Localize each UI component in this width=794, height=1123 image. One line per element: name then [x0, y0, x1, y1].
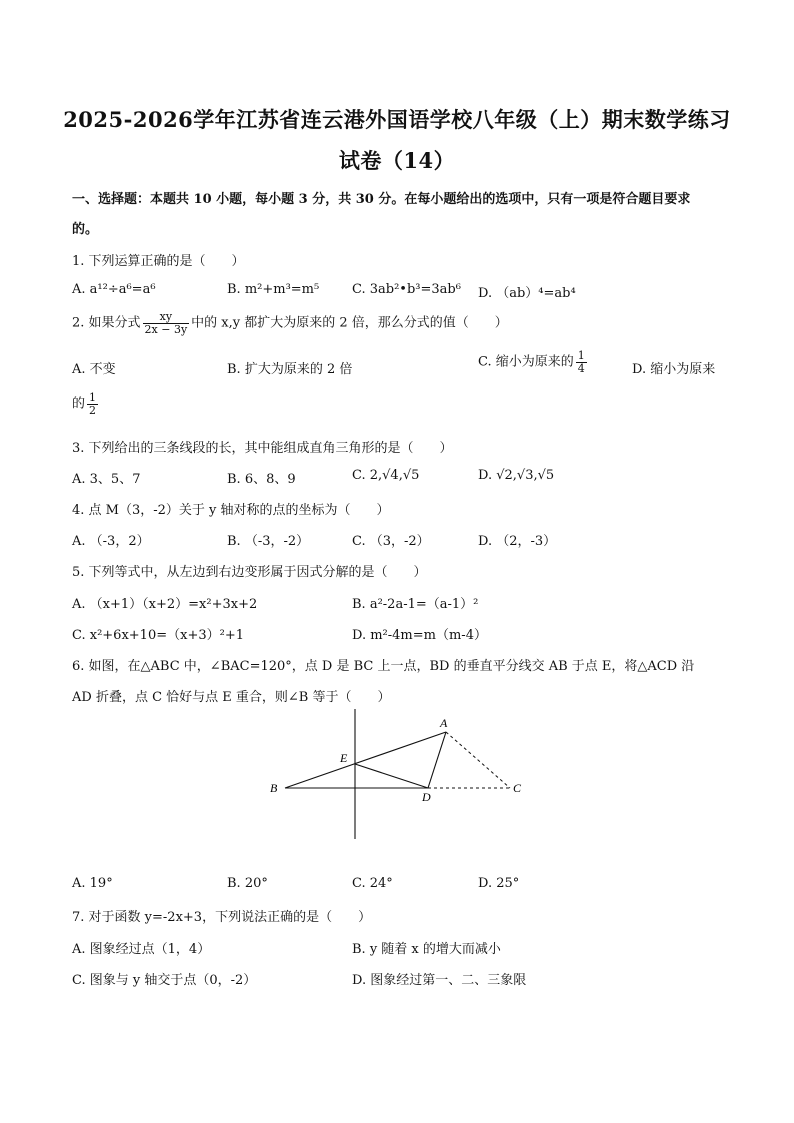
q2-c-num: 1 [577, 349, 585, 362]
segment-ab [285, 732, 446, 788]
q3-option-c: C. 2,√4,√5 [352, 468, 420, 483]
q6-option-b: B. 20° [227, 876, 268, 891]
q2-d-cont-text: 的 [72, 396, 86, 412]
q2-stem-pre: 2. 如果分式 [72, 315, 141, 331]
q2-option-d: D. 缩小为原来 [632, 362, 716, 377]
q2-stem-post: 中的 x,y 都扩大为原来的 2 倍，那么分式的值（ ） [191, 315, 508, 331]
segment-ad [428, 732, 446, 788]
q2-c-den: 4 [577, 361, 585, 375]
q7-option-a: A. 图象经过点（1，4） [72, 942, 211, 957]
q6-stem-line2: AD 折叠，点 C 恰好与点 E 重合，则∠B 等于（ ） [72, 690, 391, 705]
q5-option-a: A. （x+1）（x+2）=x²+3x+2 [72, 597, 258, 612]
q2-stem [72, 311, 508, 335]
exam-title-line2: 试卷（14） [338, 148, 456, 173]
q1-option-b: B. m²+m³=m⁵ [227, 282, 320, 297]
q2-option-b: B. 扩大为原来的 2 倍 [227, 362, 353, 377]
q6-geometry-figure [262, 706, 532, 841]
q2-option-c [478, 350, 589, 374]
q2-option-c-text: C. 缩小为原来的 [478, 354, 574, 370]
q5-option-b: B. a²-2a-1=（a-1）² [352, 597, 479, 612]
q7-option-b: B. y 随着 x 的增大而减小 [352, 942, 501, 957]
label-e: E [340, 751, 348, 765]
q6-option-a: A. 19° [72, 876, 113, 891]
segment-ac [446, 732, 510, 788]
q1-option-c: C. 3ab²•b³=3ab⁶ [352, 282, 461, 297]
q6-option-d: D. 25° [478, 876, 520, 891]
q4-option-d: D. （2，-3） [478, 534, 557, 549]
q3-option-a: A. 3、5、7 [72, 472, 141, 487]
q4-option-a: A. （-3，2） [72, 534, 150, 549]
section-intro-line1: 一、选择题：本题共 10 小题，每小题 3 分，共 30 分。在每小题给出的选项中，只有一项是符合题目要求 [72, 192, 691, 207]
q3-stem: 3. 下列给出的三条线段的长，其中能组成直角三角形的是（ ） [72, 441, 453, 456]
q1-stem: 1. 下列运算正确的是（ ） [72, 254, 245, 269]
q2-option-d-frac [87, 392, 98, 416]
q1-option-a: A. a¹²÷a⁶=a⁶ [72, 282, 156, 297]
q2-option-d-cont [72, 392, 100, 416]
q2-d-den: 2 [89, 403, 97, 417]
label-b: B [270, 781, 278, 795]
q2-option-a: A. 不变 [72, 362, 116, 377]
segment-ed [355, 764, 428, 788]
section-intro-line2: 的。 [72, 222, 99, 237]
q4-stem: 4. 点 M（3，-2）关于 y 轴对称的点的坐标为（ ） [72, 503, 390, 518]
q5-option-c: C. x²+6x+10=（x+3）²+1 [72, 628, 244, 643]
q7-option-d: D. 图象经过第一、二、三象限 [352, 973, 527, 988]
q2-frac-num: xy [143, 311, 190, 324]
q5-stem: 5. 下列等式中，从左边到右边变形属于因式分解的是（ ） [72, 565, 427, 580]
q3-option-b: B. 6、8、9 [227, 472, 296, 487]
q2-option-c-frac [576, 350, 587, 374]
q1-option-d: D. （ab）⁴=ab⁴ [478, 286, 576, 301]
label-a: A [440, 716, 448, 730]
q4-option-b: B. （-3，-2） [227, 534, 310, 549]
q3-option-d: D. √2,√3,√5 [478, 468, 555, 483]
exam-title-line1: 2025-2026学年江苏省连云港外国语学校八年级（上）期末数学练习 [63, 107, 731, 132]
q2-fraction [143, 311, 190, 335]
q7-stem: 7. 对于函数 y=-2x+3，下列说法正确的是（ ） [72, 910, 372, 925]
q6-option-c: C. 24° [352, 876, 393, 891]
label-c: C [513, 781, 522, 795]
q2-frac-den: 2x − 3y [144, 322, 188, 336]
q5-option-d: D. m²-4m=m（m-4） [352, 628, 487, 643]
q7-option-c: C. 图象与 y 轴交于点（0，-2） [72, 973, 257, 988]
q2-d-num: 1 [89, 391, 97, 404]
q6-stem-line1: 6. 如图，在△ABC 中，∠BAC=120°，点 D 是 BC 上一点，BD 的垂直平分线交 AB 于点 E，将△ACD 沿 [72, 659, 695, 674]
label-d: D [422, 790, 431, 804]
q4-option-c: C. （3，-2） [352, 534, 430, 549]
